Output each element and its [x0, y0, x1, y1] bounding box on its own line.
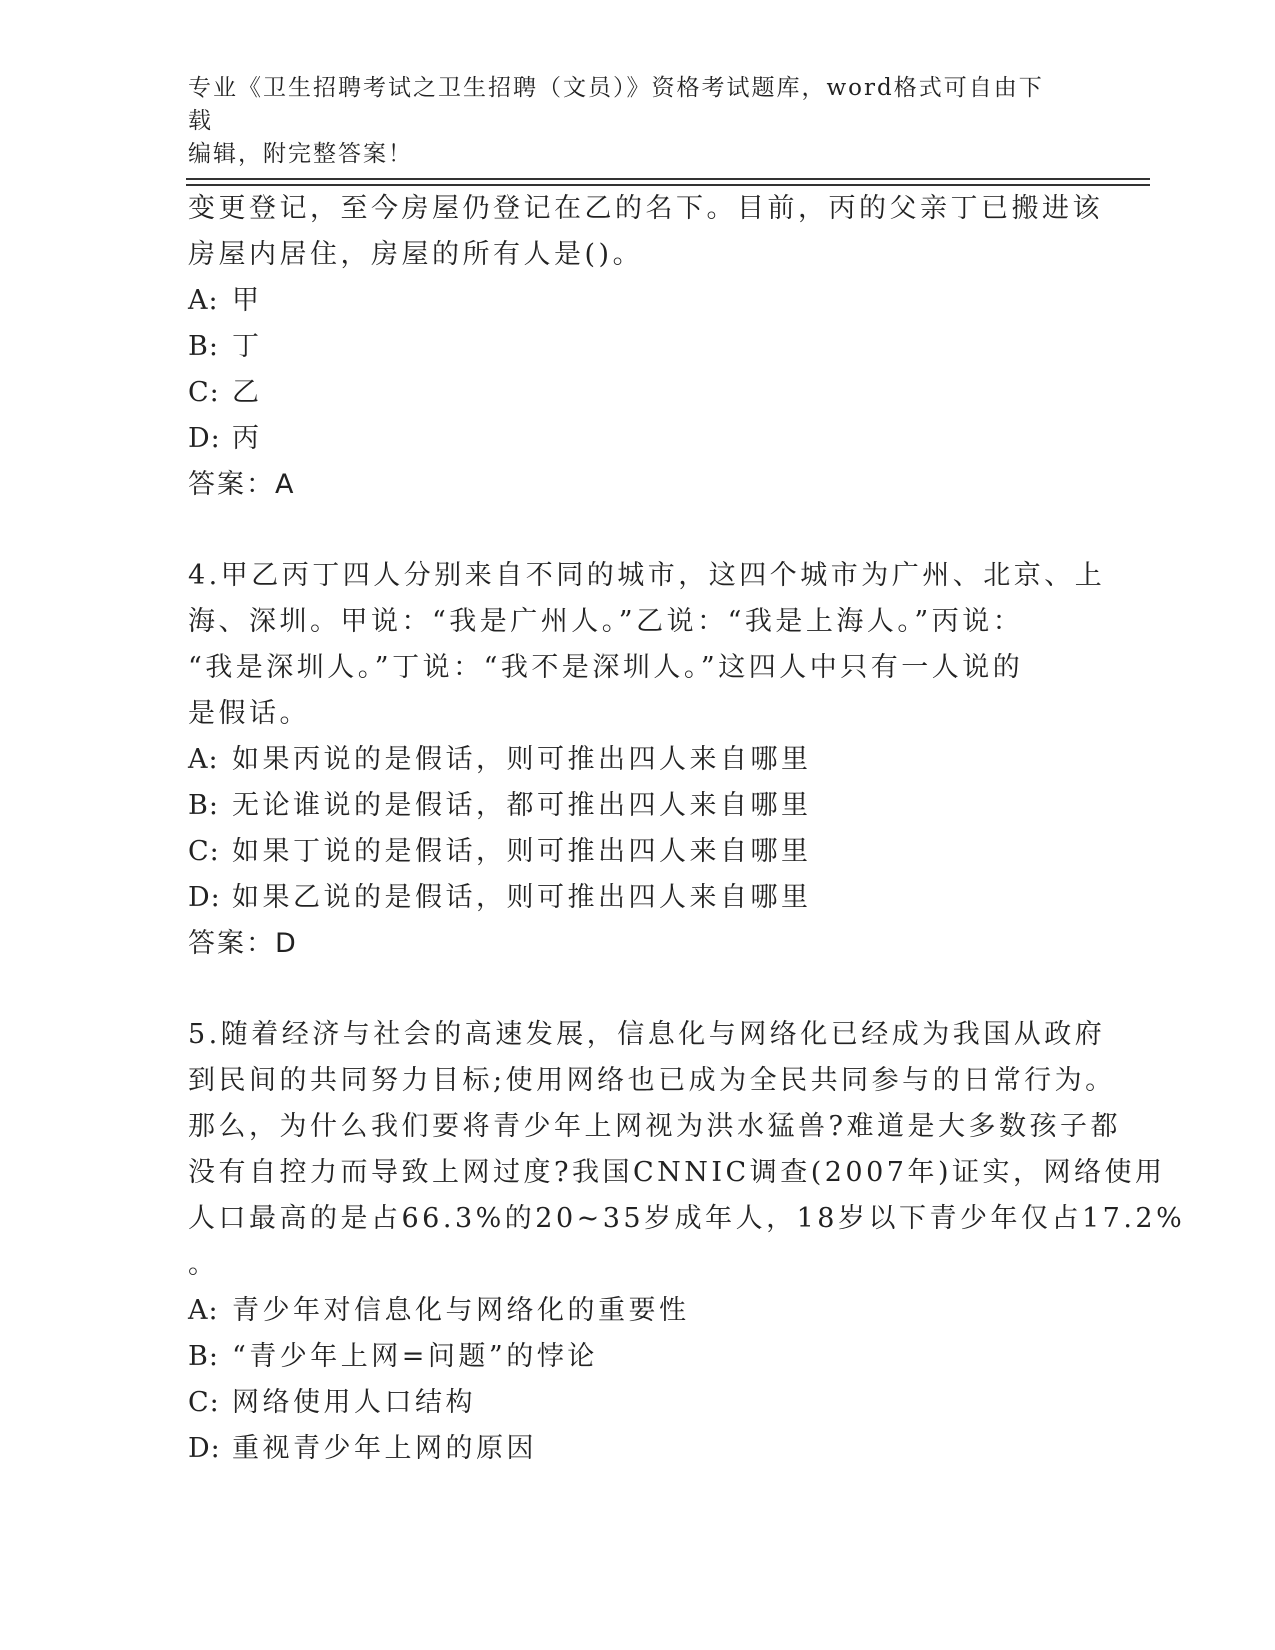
question-3-line-2: 房屋内居住，房屋的所有人是()。	[188, 239, 644, 270]
question-5-option-b	[188, 1334, 1088, 1380]
option-label: B:	[188, 790, 219, 821]
question-4-line-3: “我是深圳人。”丁说：“我不是深圳人。”这四人中只有一人说的	[188, 652, 1024, 683]
spacer	[188, 967, 1088, 1012]
question-5-line-3: 那么，为什么我们要将青少年上网视为洪水猛兽?难道是大多数孩子都	[188, 1111, 1121, 1142]
option-text: 丁	[232, 331, 263, 362]
option-text: 重视青少年上网的原因	[232, 1433, 537, 1464]
question-5-line-1: 5.随着经济与社会的高速发展，信息化与网络化已经成为我国从政府	[188, 1019, 1106, 1050]
option-text: 如果丙说的是假话，则可推出四人来自哪里	[232, 744, 812, 775]
question-4-line-2: 海、深圳。甲说：“我是广州人。”乙说：“我是上海人。”丙说：	[188, 606, 1024, 637]
option-label: B:	[188, 331, 219, 362]
option-text: 青少年对信息化与网络化的重要性	[232, 1295, 690, 1326]
option-text: 乙	[232, 377, 263, 408]
document-header	[188, 72, 1068, 171]
header-divider-top	[186, 178, 1150, 180]
question-4-line-4: 是假话。	[188, 698, 310, 729]
question-3-answer: 答案：A	[188, 469, 296, 500]
question-4	[188, 553, 1106, 967]
question-5-line-2: 到民间的共同努力目标;使用网络也已成为全民共同参与的日常行为。	[188, 1065, 1116, 1096]
question-3-option-a	[188, 278, 1088, 324]
header-line-1: 专业《卫生招聘考试之卫生招聘（文员）》资格考试题库，word格式可自由下载	[188, 75, 1044, 134]
option-text: 网络使用人口结构	[232, 1387, 476, 1418]
option-label: C:	[188, 377, 220, 408]
question-3-option-c	[188, 370, 1088, 416]
question-5-option-a	[188, 1288, 1088, 1334]
question-4-option-d	[188, 875, 1088, 921]
option-label: D:	[188, 423, 221, 454]
option-text: “青少年上网=问题”的悖论	[232, 1341, 598, 1372]
option-text: 如果丁说的是假话，则可推出四人来自哪里	[232, 836, 812, 867]
option-text: 丙	[232, 423, 263, 454]
question-3-option-b	[188, 324, 1088, 370]
question-3-option-d	[188, 416, 1088, 462]
question-5-line-5: 人口最高的是占66.3%的20~35岁成年人，18岁以下青少年仅占17.2%	[188, 1203, 1186, 1234]
question-4-option-b	[188, 783, 1088, 829]
question-5	[188, 1012, 1186, 1472]
question-5-option-d	[188, 1426, 1088, 1472]
option-label: A:	[188, 1295, 219, 1326]
question-4-line-1: 4.甲乙丙丁四人分别来自不同的城市，这四个城市为广州、北京、上	[188, 560, 1106, 591]
question-4-answer: 答案：D	[188, 928, 298, 959]
option-text: 甲	[232, 285, 263, 316]
question-4-option-a	[188, 737, 1088, 783]
question-3-line-1: 变更登记，至今房屋仍登记在乙的名下。目前，丙的父亲丁已搬进该	[188, 193, 1103, 224]
option-label: D:	[188, 882, 221, 913]
option-label: A:	[188, 744, 219, 775]
question-3	[188, 186, 1103, 508]
question-5-option-c	[188, 1380, 1088, 1426]
header-line-2: 编辑，附完整答案！	[188, 141, 413, 167]
option-label: D:	[188, 1433, 221, 1464]
document-body	[188, 186, 1186, 1472]
option-label: B:	[188, 1341, 219, 1372]
option-label: C:	[188, 836, 220, 867]
option-text: 无论谁说的是假话，都可推出四人来自哪里	[232, 790, 812, 821]
question-4-option-c	[188, 829, 1088, 875]
question-5-line-6: 。	[188, 1249, 219, 1280]
spacer	[188, 508, 1088, 553]
question-5-line-4: 没有自控力而导致上网过度?我国CNNIC调查(2007年)证实，网络使用	[188, 1157, 1166, 1188]
option-label: A:	[188, 285, 219, 316]
option-label: C:	[188, 1387, 220, 1418]
option-text: 如果乙说的是假话，则可推出四人来自哪里	[232, 882, 812, 913]
